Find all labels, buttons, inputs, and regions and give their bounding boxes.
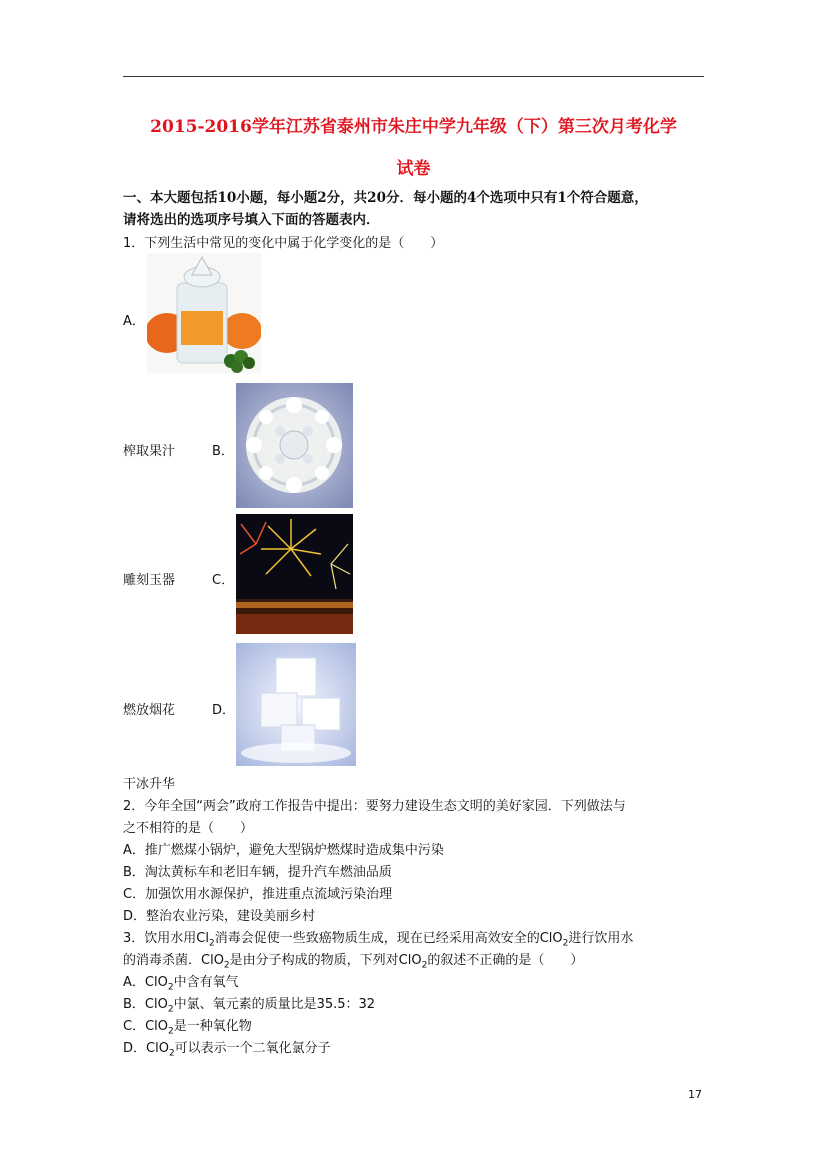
q1-option-b-letter: B． bbox=[212, 444, 234, 459]
option-text: D．ClO bbox=[123, 1041, 169, 1056]
option-text: B．ClO bbox=[123, 997, 168, 1012]
q3-stem-text: 是由分子构成的物质，下列对ClO bbox=[229, 953, 422, 968]
option-text: 中含有氧气 bbox=[173, 975, 239, 990]
header-rule bbox=[123, 76, 704, 77]
q1-option-a-letter: A． bbox=[123, 314, 145, 329]
subscript: 2 bbox=[421, 960, 428, 971]
subscript: 2 bbox=[223, 960, 230, 971]
q3-stem-text: 3．饮用水用Cl bbox=[123, 931, 209, 946]
q2-option-d: D．整治农业污染，建设美丽乡村 bbox=[123, 909, 316, 924]
fireworks-photo bbox=[236, 514, 353, 634]
juicer-photo bbox=[147, 253, 261, 373]
q3-stem-line2 bbox=[123, 949, 583, 971]
subscript: 2 bbox=[167, 982, 174, 993]
section-heading-line2: 请将选出的选项序号填入下面的答题表内． bbox=[123, 212, 380, 228]
dry-ice-photo bbox=[236, 643, 356, 766]
q1-option-b-label: 雕刻玉器 bbox=[123, 573, 176, 588]
subscript: 2 bbox=[168, 1048, 175, 1059]
jade-carving-photo bbox=[236, 383, 353, 508]
q3-stem-line1 bbox=[123, 927, 633, 949]
q3-option-a bbox=[123, 971, 239, 993]
q3-stem-text: 的消毒杀菌．ClO bbox=[123, 953, 224, 968]
q3-option-c bbox=[123, 1015, 252, 1037]
option-text: C．ClO bbox=[123, 1019, 168, 1034]
q2-stem-line2: 之不相符的是（ ） bbox=[123, 821, 254, 836]
q2-option-a: A．推广燃煤小锅炉，避免大型锅炉燃煤时造成集中污染 bbox=[123, 843, 444, 858]
subscript: 2 bbox=[167, 1004, 174, 1015]
q3-stem-text: 进行饮用水 bbox=[568, 931, 634, 946]
q2-option-c: C．加强饮用水源保护，推进重点流域污染治理 bbox=[123, 887, 393, 902]
q3-stem-text: 的叙述不正确的是（ ） bbox=[427, 953, 584, 968]
q1-option-d-letter: D． bbox=[212, 703, 236, 718]
option-text: 中氯、氧元素的质量比是35.5：32 bbox=[173, 997, 376, 1012]
subscript: 2 bbox=[562, 938, 569, 949]
section-heading-line1: 一、本大题包括10小题，每小题2分，共20分．每小题的4个选项中只有1个符合题意， bbox=[123, 190, 648, 206]
q2-stem-line1: 2．今年全国“两会”政府工作报告中提出：要努力建设生态文明的美好家园．下列做法与 bbox=[123, 799, 626, 814]
page-number: 17 bbox=[688, 1088, 702, 1101]
q1-option-c-label: 燃放烟花 bbox=[123, 703, 176, 718]
q2-option-b: B．淘汰黄标车和老旧车辆，提升汽车燃油品质 bbox=[123, 865, 392, 880]
option-text: A．ClO bbox=[123, 975, 168, 990]
q1-option-c-letter: C． bbox=[212, 573, 235, 588]
q1-option-a-label: 榨取果汁 bbox=[123, 444, 176, 459]
q3-option-b bbox=[123, 993, 375, 1015]
subscript: 2 bbox=[168, 1026, 174, 1037]
q3-option-d bbox=[123, 1037, 331, 1059]
option-text: 可以表示一个二氧化氯分子 bbox=[174, 1041, 331, 1056]
page-title-line2: 试卷 bbox=[396, 159, 431, 179]
q1-stem: 1．下列生活中常见的变化中属于化学变化的是（ ） bbox=[123, 236, 444, 251]
q3-stem-text: 消毒会促使一些致癌物质生成，现在已经采用高效安全的ClO bbox=[214, 931, 563, 946]
subscript: 2 bbox=[208, 938, 215, 949]
option-text: 是一种氧化物 bbox=[173, 1019, 252, 1034]
q1-option-d-label: 干冰升华 bbox=[123, 777, 176, 792]
page-title-line1: 2015-2016学年江苏省泰州市朱庄中学九年级（下）第三次月考化学 bbox=[150, 117, 677, 137]
